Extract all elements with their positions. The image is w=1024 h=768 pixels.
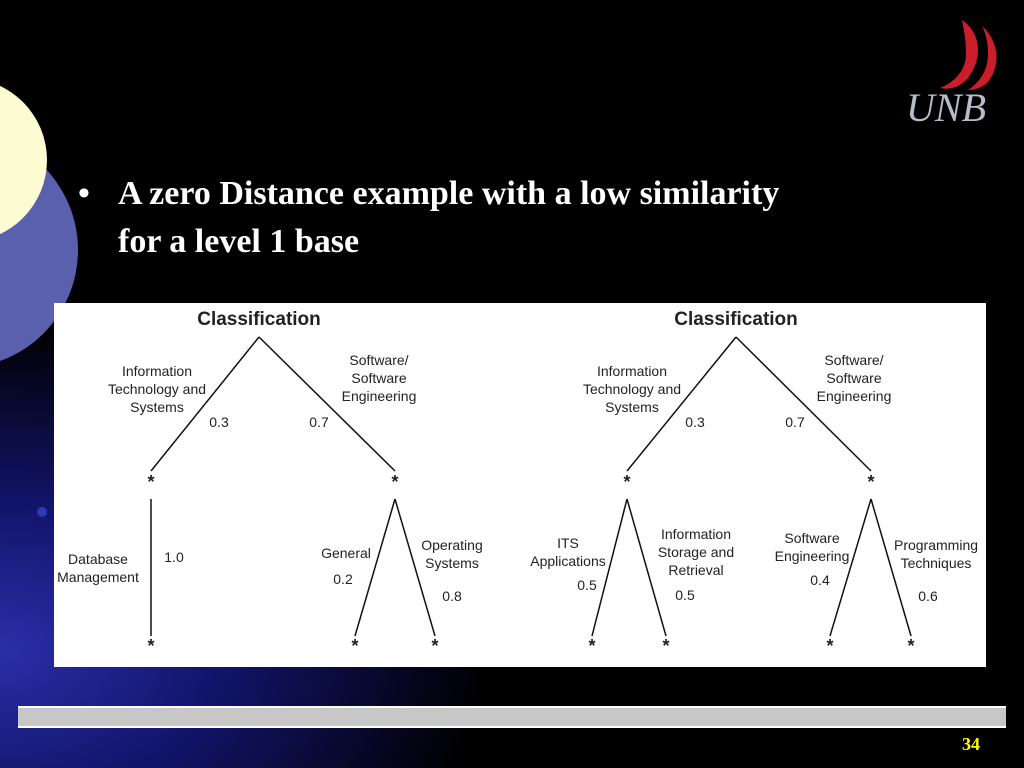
tree-node: * (867, 472, 875, 492)
bullet-text-line2: for a level 1 base (118, 223, 360, 260)
tree-node: * (147, 472, 155, 492)
branch-label: Information Technology and Systems (107, 363, 207, 415)
bullet-text (118, 170, 918, 266)
tree-node: * (351, 636, 359, 656)
tree-node: * (623, 472, 631, 492)
child-label: Operating Systems (421, 537, 483, 571)
child-weight: 0.2 (333, 571, 353, 587)
child-line (830, 499, 871, 636)
tree-diagram-svg (54, 303, 986, 667)
child-label: General (321, 545, 371, 561)
bullet-text-line1: A zero Distance example with a low similarity (118, 175, 780, 212)
tree-node: * (662, 636, 670, 656)
child-label: Information Storage and Retrieval (657, 526, 735, 578)
page-number: 34 (962, 734, 980, 754)
branch-weight: 0.3 (685, 414, 705, 430)
root-label: Classification (674, 309, 798, 330)
branch-label: Software/ Software Engineering (341, 352, 417, 404)
child-weight: 0.4 (810, 572, 830, 588)
child-weight: 0.5 (577, 577, 597, 593)
branch-weight: 0.7 (309, 414, 329, 430)
small-dot (37, 507, 47, 517)
tree-node: * (391, 472, 399, 492)
child-label: Software Engineering (774, 530, 850, 564)
branch-weight: 0.7 (785, 414, 805, 430)
tree-node: * (826, 636, 834, 656)
tree-node: * (431, 636, 439, 656)
bullet-dot: • (78, 175, 90, 212)
child-label: ITS Applications (530, 535, 606, 569)
footer-bar (18, 706, 1006, 728)
child-line (627, 499, 666, 636)
child-label: Database Management (57, 551, 139, 585)
tree-node: * (588, 636, 596, 656)
child-weight: 1.0 (164, 549, 184, 565)
tree-node: * (147, 636, 155, 656)
child-label: Programming Techniques (893, 537, 979, 571)
tree-node: * (907, 636, 915, 656)
child-weight: 0.8 (442, 588, 462, 604)
child-weight: 0.6 (918, 588, 938, 604)
branch-weight: 0.3 (209, 414, 229, 430)
child-line (355, 499, 395, 636)
tree-diagram (54, 303, 986, 667)
root-label: Classification (197, 309, 321, 330)
branch-label: Software/ Software Engineering (816, 352, 892, 404)
logo-text: UNB (906, 85, 986, 130)
branch-label: Information Technology and Systems (582, 363, 682, 415)
child-weight: 0.5 (675, 587, 695, 603)
